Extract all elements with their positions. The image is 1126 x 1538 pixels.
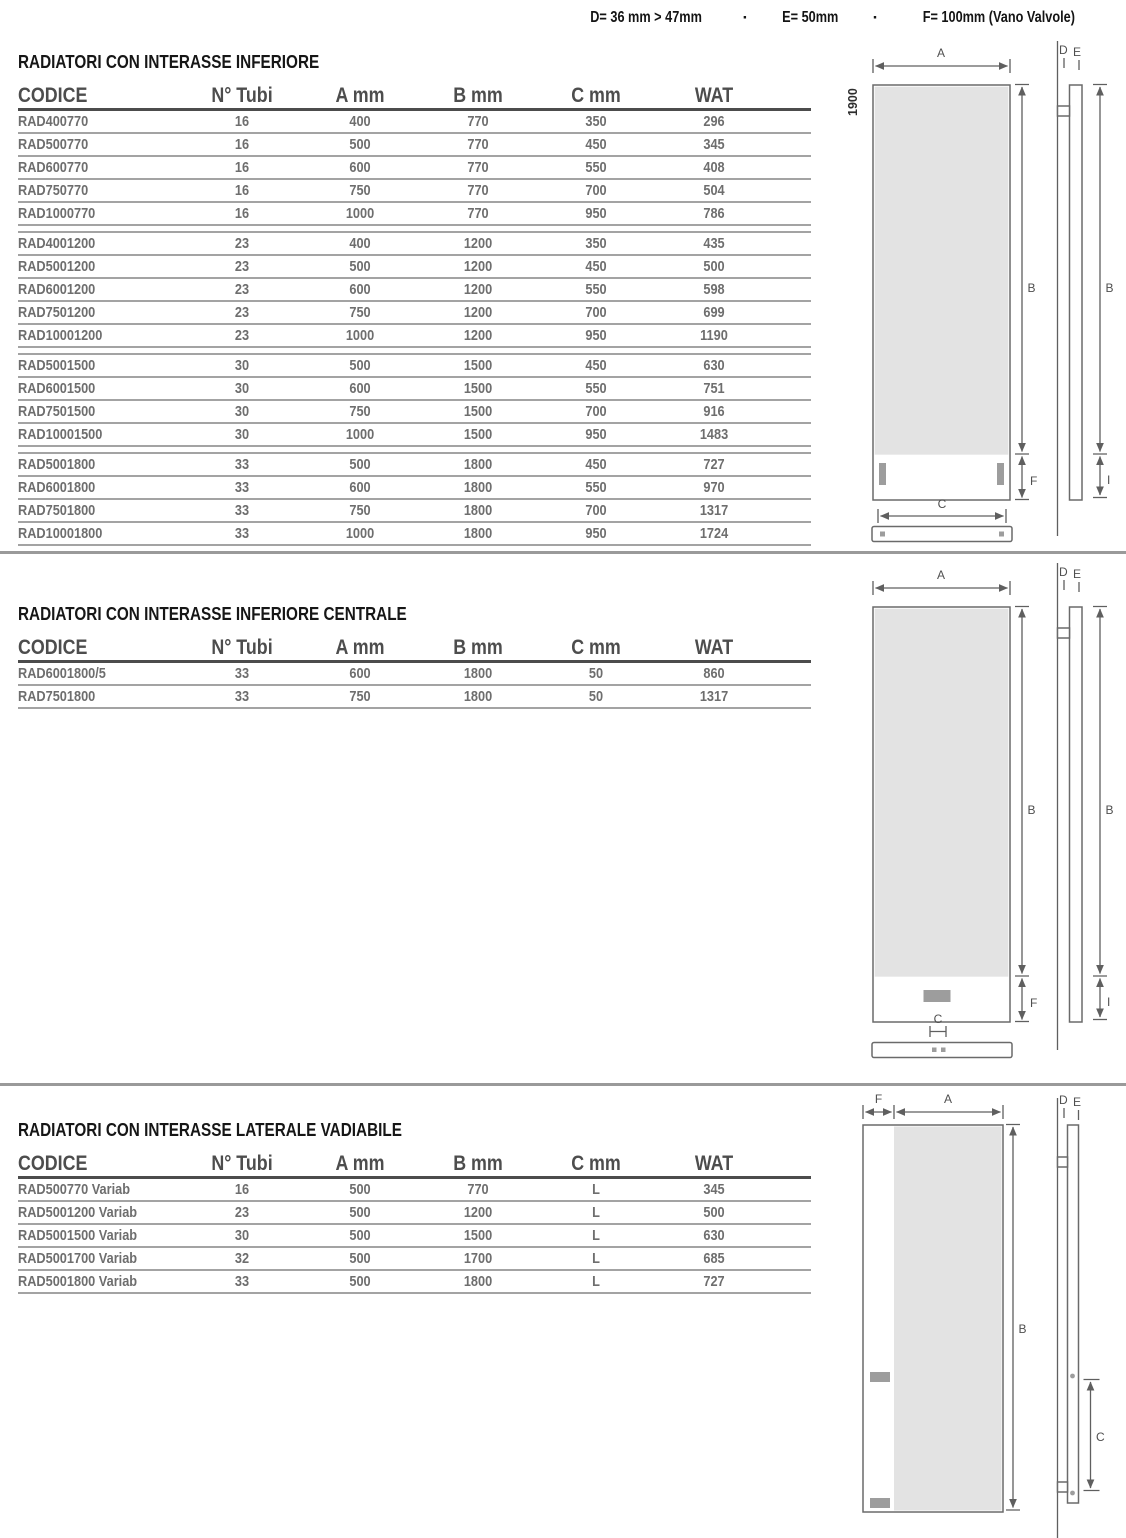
cell-codice: RAD6001800 — [18, 479, 96, 496]
cell: 750 — [349, 502, 371, 519]
cell: 23 — [234, 235, 250, 252]
dim-b-front — [1006, 1125, 1027, 1511]
dim-label-i: I — [1107, 473, 1111, 487]
valve-connector-central — [924, 990, 951, 1002]
cell: 30 — [234, 403, 250, 420]
dim-label-e: E — [1073, 1095, 1082, 1109]
table-row — [18, 203, 811, 226]
dim-b-front — [1015, 85, 1036, 455]
cell: L — [592, 1204, 600, 1221]
cell: 1800 — [463, 665, 493, 682]
cell: L — [592, 1227, 600, 1244]
dim-c — [878, 497, 1006, 523]
cell: 500 — [349, 1227, 371, 1244]
column-header-tubi: N° Tubi — [211, 84, 273, 107]
dim-label-d: D — [1059, 1093, 1068, 1107]
cell: 770 — [467, 113, 489, 130]
cell: 500 — [703, 258, 725, 275]
cell: 30 — [234, 380, 250, 397]
connection-point-upper — [1070, 1374, 1075, 1379]
bottom-manifold — [872, 527, 1012, 542]
section-title: RADIATORI CON INTERASSE LATERALE VADIABILE — [18, 1120, 402, 1140]
cell: 1500 — [463, 426, 493, 443]
cell: 950 — [585, 205, 607, 222]
table-row — [18, 523, 811, 546]
table-header — [18, 1146, 811, 1179]
cell: 500 — [349, 258, 371, 275]
dimension-note — [578, 8, 1092, 28]
cell: 1200 — [463, 258, 493, 275]
column-header-a: A mm — [335, 84, 385, 107]
cell: 450 — [585, 357, 607, 374]
column-header-c: C mm — [571, 84, 621, 107]
dim-label-i: I — [1107, 995, 1111, 1009]
cell: 345 — [703, 136, 725, 153]
cell-codice: RAD7501800 — [18, 502, 96, 519]
table-row — [18, 233, 811, 256]
column-header-b: B mm — [453, 84, 503, 107]
table-row — [18, 401, 811, 424]
cell: 750 — [349, 403, 371, 420]
cell: 600 — [349, 159, 371, 176]
cell: 50 — [588, 688, 604, 705]
cell-codice: RAD5001500 — [18, 357, 96, 374]
valve-connector-right — [997, 463, 1004, 485]
table-row — [18, 424, 811, 447]
cell: 1800 — [463, 456, 493, 473]
cell: 32 — [234, 1250, 250, 1267]
cell: L — [592, 1273, 600, 1290]
cell: 500 — [349, 1273, 371, 1290]
dim-f — [1015, 457, 1037, 500]
cell-codice: RAD500770 — [18, 136, 89, 153]
note-d: D= 36 mm > 47mm — [590, 9, 703, 26]
cell: 500 — [349, 1250, 371, 1267]
section-interasse-inferiore-centrale — [18, 604, 811, 709]
table-row — [18, 1248, 811, 1271]
cell-codice: RAD7501800 — [18, 688, 96, 705]
cell: 435 — [703, 235, 725, 252]
bottom-manifold — [872, 1043, 1012, 1058]
dim-label-d: D — [1059, 565, 1068, 579]
table-row — [18, 477, 811, 500]
cell: 1500 — [463, 357, 493, 374]
cell: 50 — [588, 665, 604, 682]
note-e: E= 50mm — [782, 9, 839, 26]
diagram-interasse-inferiore — [826, 38, 1126, 555]
column-header-b: B mm — [453, 1152, 503, 1175]
wall-bracket — [1058, 106, 1070, 116]
cell: 700 — [585, 502, 607, 519]
dim-label-d: D — [1059, 43, 1068, 57]
wall-bracket — [1058, 628, 1070, 638]
front-view — [863, 1125, 1003, 1512]
cell-codice: RAD5001200 — [18, 258, 96, 275]
table-row — [18, 302, 811, 325]
cell: 600 — [349, 281, 371, 298]
cell: 1800 — [463, 502, 493, 519]
dim-a — [873, 46, 1010, 73]
cell: 500 — [703, 1204, 725, 1221]
valve-connector-lower — [870, 1498, 890, 1508]
cell: 550 — [585, 479, 607, 496]
cell: 700 — [585, 182, 607, 199]
front-view — [873, 607, 1010, 1022]
section-interasse-laterale-variabile — [18, 1120, 811, 1294]
dim-label-b-side: B — [1105, 281, 1114, 295]
cell: 970 — [703, 479, 725, 496]
cell: 700 — [585, 304, 607, 321]
dim-label-e: E — [1073, 567, 1082, 581]
column-header-codice: CODICE — [18, 1152, 88, 1175]
table-row — [18, 663, 811, 686]
cell: 1000 — [345, 426, 375, 443]
dim-c — [1084, 1380, 1106, 1491]
cell-codice: RAD4001200 — [18, 235, 96, 252]
cell: 1500 — [463, 380, 493, 397]
wall-bracket-bottom — [1058, 1482, 1068, 1492]
cell-codice: RAD7501200 — [18, 304, 96, 321]
cell: 500 — [349, 1204, 371, 1221]
dim-label-a: A — [943, 1092, 953, 1106]
cell-codice: RAD6001500 — [18, 380, 96, 397]
table-row — [18, 454, 811, 477]
cell: 1700 — [463, 1250, 493, 1267]
row-group — [18, 353, 811, 447]
section-title: RADIATORI CON INTERASSE INFERIORE CENTRALE — [18, 604, 407, 624]
cell: 500 — [349, 456, 371, 473]
cell: 950 — [585, 327, 607, 344]
cell: 727 — [703, 1273, 725, 1290]
note-separator: · — [872, 8, 879, 27]
cell: 33 — [234, 479, 250, 496]
cell: 550 — [585, 281, 607, 298]
cell: 1483 — [699, 426, 729, 443]
table-row — [18, 325, 811, 348]
cell: 16 — [234, 182, 250, 199]
side-view — [1058, 1093, 1106, 1538]
column-header-a: A mm — [335, 1152, 385, 1175]
table-row — [18, 378, 811, 401]
table-row — [18, 1271, 811, 1294]
column-header-codice: CODICE — [18, 636, 88, 659]
dim-label-f: F — [874, 1092, 883, 1106]
cell: 770 — [467, 159, 489, 176]
cell: 30 — [234, 357, 250, 374]
cell: 1500 — [463, 403, 493, 420]
cell: 770 — [467, 182, 489, 199]
cell: 1317 — [699, 688, 729, 705]
cell: 350 — [585, 113, 607, 130]
cell: 350 — [585, 235, 607, 252]
cell: 550 — [585, 380, 607, 397]
cell: 500 — [349, 1181, 371, 1198]
cell-codice: RAD6001800/5 — [18, 665, 106, 682]
cell: 1800 — [463, 479, 493, 496]
cell: 699 — [703, 304, 725, 321]
cell: 600 — [349, 380, 371, 397]
front-view — [873, 85, 1010, 500]
column-header-codice: CODICE — [18, 84, 88, 107]
dim-label-a: A — [936, 568, 946, 582]
cell: 600 — [349, 665, 371, 682]
row-group — [18, 1179, 811, 1294]
cell: 916 — [703, 403, 725, 420]
cell-codice: RAD400770 — [18, 113, 89, 130]
cell: 685 — [703, 1250, 725, 1267]
cell: 1200 — [463, 281, 493, 298]
cell: L — [592, 1250, 600, 1267]
cell: 23 — [234, 327, 250, 344]
cell: 400 — [349, 113, 371, 130]
table-body — [18, 1179, 811, 1294]
cell: 16 — [234, 159, 250, 176]
dim-label-b: B — [1027, 803, 1036, 817]
cell: 750 — [349, 304, 371, 321]
cell: 23 — [234, 304, 250, 321]
row-group — [18, 111, 811, 226]
dim-label-f: F — [1030, 474, 1038, 488]
cell-codice: RAD5001500 Variab — [18, 1227, 138, 1244]
dim-label-total-height: 1900 — [846, 88, 860, 116]
connection-point-lower — [1070, 1491, 1075, 1496]
cell-codice: RAD5001800 Variab — [18, 1273, 138, 1290]
cell-codice: RAD600770 — [18, 159, 89, 176]
cell: 727 — [703, 456, 725, 473]
column-header-tubi: N° Tubi — [211, 636, 273, 659]
cell: 550 — [585, 159, 607, 176]
cell: 500 — [349, 136, 371, 153]
cell: 1317 — [699, 502, 729, 519]
column-header-c: C mm — [571, 1152, 621, 1175]
cell-codice: RAD10001200 — [18, 327, 103, 344]
table-row — [18, 279, 811, 302]
row-group — [18, 231, 811, 348]
cell: 23 — [234, 1204, 250, 1221]
table-header — [18, 78, 811, 111]
side-view — [1058, 563, 1114, 1050]
cell-codice: RAD1000770 — [18, 205, 96, 222]
dim-a — [873, 568, 1010, 595]
section-title: RADIATORI CON INTERASSE INFERIORE — [18, 52, 320, 72]
dim-f — [1015, 979, 1037, 1022]
dim-label-a: A — [936, 46, 946, 60]
cell: 750 — [349, 688, 371, 705]
table-row — [18, 500, 811, 523]
cell-codice: RAD500770 Variab — [18, 1181, 130, 1198]
note-separator: · — [742, 8, 749, 27]
table-row — [18, 355, 811, 378]
table-row — [18, 180, 811, 203]
cell: 600 — [349, 479, 371, 496]
column-header-wat: WAT — [694, 1152, 734, 1175]
row-group — [18, 452, 811, 546]
cell: 16 — [234, 136, 250, 153]
cell: 860 — [703, 665, 725, 682]
cell: 33 — [234, 665, 250, 682]
cell-codice: RAD10001500 — [18, 426, 103, 443]
cell: 1724 — [699, 525, 729, 542]
cell: 16 — [234, 205, 250, 222]
cell: 1500 — [463, 1227, 493, 1244]
dim-label-c: C — [1096, 1430, 1105, 1444]
cell: 345 — [703, 1181, 725, 1198]
cell-codice: RAD750770 — [18, 182, 89, 199]
diagram-interasse-inferiore-centrale — [826, 560, 1126, 1077]
cell: 408 — [703, 159, 725, 176]
dim-label-b: B — [1027, 281, 1036, 295]
section-interasse-inferiore — [18, 52, 811, 546]
valve-connector-left — [879, 463, 886, 485]
cell: 770 — [467, 136, 489, 153]
table-row — [18, 1179, 811, 1202]
cell: 1000 — [345, 327, 375, 344]
cell-codice: RAD5001700 Variab — [18, 1250, 138, 1267]
cell: 770 — [467, 205, 489, 222]
cell: 950 — [585, 426, 607, 443]
cell: 450 — [585, 136, 607, 153]
cell: 23 — [234, 281, 250, 298]
dim-f — [863, 1092, 894, 1119]
cell: 786 — [703, 205, 725, 222]
dim-label-f: F — [1030, 996, 1038, 1010]
cell: 500 — [349, 357, 371, 374]
cell: 33 — [234, 1273, 250, 1290]
cell: 33 — [234, 688, 250, 705]
dim-label-b: B — [1018, 1322, 1027, 1336]
cell-codice: RAD5001800 — [18, 456, 96, 473]
cell: 1200 — [463, 304, 493, 321]
table-row — [18, 686, 811, 709]
cell: 770 — [467, 1181, 489, 1198]
cell: 630 — [703, 1227, 725, 1244]
cell: 1000 — [345, 525, 375, 542]
column-header-a: A mm — [335, 636, 385, 659]
cell-codice: RAD7501500 — [18, 403, 96, 420]
dim-label-e: E — [1073, 45, 1082, 59]
table-row — [18, 111, 811, 134]
cell: 750 — [349, 182, 371, 199]
cell: 950 — [585, 525, 607, 542]
cell: 33 — [234, 456, 250, 473]
cell: 33 — [234, 502, 250, 519]
cell: 751 — [703, 380, 725, 397]
note-f: F= 100mm (Vano Valvole) — [923, 9, 1076, 26]
dim-label-c: C — [937, 497, 947, 511]
section-divider — [0, 1083, 1126, 1086]
cell: 1800 — [463, 1273, 493, 1290]
cell: 1190 — [700, 327, 728, 344]
cell: 30 — [234, 426, 250, 443]
column-header-tubi: N° Tubi — [211, 1152, 273, 1175]
cell: 1200 — [463, 1204, 493, 1221]
column-header-c: C mm — [571, 636, 621, 659]
cell: 30 — [234, 1227, 250, 1244]
side-view — [1058, 41, 1114, 536]
cell: 296 — [703, 113, 725, 130]
cell-codice: RAD10001800 — [18, 525, 103, 542]
cell: 450 — [585, 456, 607, 473]
column-header-wat: WAT — [694, 636, 734, 659]
cell: 630 — [703, 357, 725, 374]
cell: 1200 — [463, 235, 493, 252]
cell: 450 — [585, 258, 607, 275]
cell: 1000 — [345, 205, 375, 222]
cell: 1800 — [463, 688, 493, 705]
cell: 1200 — [463, 327, 493, 344]
cell-codice: RAD5001200 Variab — [18, 1204, 138, 1221]
row-group — [18, 663, 811, 709]
table-row — [18, 1225, 811, 1248]
dim-label-b-side: B — [1105, 803, 1114, 817]
cell: 400 — [349, 235, 371, 252]
cell: 700 — [585, 403, 607, 420]
table-header — [18, 630, 811, 663]
cell: 504 — [703, 182, 725, 199]
cell: 1800 — [463, 525, 493, 542]
column-header-b: B mm — [453, 636, 503, 659]
table-row — [18, 134, 811, 157]
dim-label-c: C — [933, 1012, 943, 1026]
table-body — [18, 663, 811, 709]
cell: L — [592, 1181, 600, 1198]
table-row — [18, 1202, 811, 1225]
dim-b-front — [1015, 607, 1036, 977]
table-row — [18, 157, 811, 180]
valve-connector-upper — [870, 1372, 890, 1382]
wall-bracket-top — [1058, 1157, 1068, 1167]
column-header-wat: WAT — [694, 84, 734, 107]
cell: 23 — [234, 258, 250, 275]
table-body — [18, 111, 811, 546]
cell: 598 — [703, 281, 725, 298]
table-row — [18, 256, 811, 279]
cell: 33 — [234, 525, 250, 542]
diagram-interasse-laterale — [826, 1090, 1126, 1538]
cell: 16 — [234, 113, 250, 130]
dim-a — [897, 1092, 1004, 1119]
cell-codice: RAD6001200 — [18, 281, 96, 298]
cell: 16 — [234, 1181, 250, 1198]
